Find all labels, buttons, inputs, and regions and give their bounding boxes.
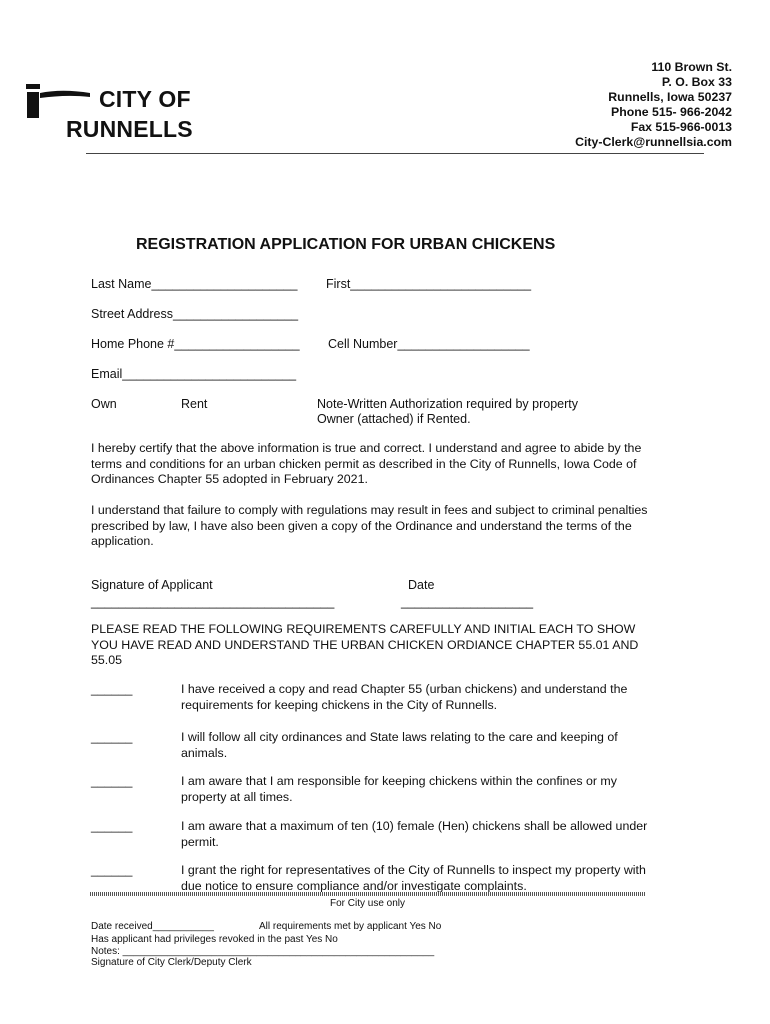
notes-field[interactable]: Notes: ________________________________________________________ bbox=[91, 946, 435, 957]
own-option[interactable]: Own bbox=[91, 397, 117, 411]
city-logo-icon bbox=[24, 84, 94, 120]
city-address-block bbox=[575, 60, 732, 150]
city-name-line1: CITY OF bbox=[99, 86, 191, 112]
header-divider bbox=[86, 153, 704, 154]
address-street: 110 Brown St. bbox=[651, 60, 732, 74]
address-city-state: Runnells, Iowa 50237 bbox=[608, 90, 732, 104]
certification-paragraph: I hereby certify that the above information is true and correct. I understand and agree to abide by the terms and conditions for an urban chicken permit as described in the City of Runnells, Iowa Code of Ordinances Chapter 55 adopted in February 2021. bbox=[91, 441, 642, 486]
city-use-only-label: For City use only bbox=[330, 898, 406, 909]
requirement-item: I have received a copy and read Chapter 55 (urban chickens) and understand the requirements for keeping chickens in the City of Runnells. bbox=[181, 682, 628, 712]
signature-of-applicant-label: Signature of Applicant bbox=[91, 578, 213, 592]
compliance-paragraph: I understand that failure to comply with regulations may result in fees and subject to criminal penalties prescribed by law, I have also been given a copy of the Ordinance and understand the terms of the application. bbox=[91, 503, 648, 548]
privileges-revoked-field[interactable]: Has applicant had privileges revoked in the past Yes No bbox=[91, 934, 338, 945]
date-received-field[interactable]: Date received___________ bbox=[91, 921, 214, 932]
form-title: REGISTRATION APPLICATION FOR URBAN CHICKENS bbox=[136, 236, 556, 253]
requirement-item: I grant the right for representatives of the City of Runnells to inspect my property with due notice to ensure compliance and/or investigate complaints. bbox=[181, 863, 646, 893]
home-phone-field[interactable]: Home Phone #__________________ bbox=[91, 337, 300, 351]
initial-blank[interactable]: ______ bbox=[91, 819, 133, 833]
city-name-line2: RUNNELLS bbox=[66, 116, 193, 142]
requirements-met-field[interactable]: All requirements met by applicant Yes No bbox=[259, 921, 442, 932]
requirement-item: I am aware that I am responsible for keeping chickens within the confines or my property at all times. bbox=[181, 774, 617, 804]
requirement-item: I am aware that a maximum of ten (10) female (Hen) chickens shall be allowed under permit. bbox=[181, 819, 648, 849]
initial-blank[interactable]: ______ bbox=[91, 863, 133, 877]
email-field[interactable]: Email_________________________ bbox=[91, 367, 297, 381]
clerk-signature-label: Signature of City Clerk/Deputy Clerk bbox=[91, 957, 252, 968]
signature-date-line[interactable]: ___________________ bbox=[401, 595, 534, 609]
address-po-box: P. O. Box 33 bbox=[661, 75, 732, 89]
last-name-field[interactable]: Last Name_____________________ bbox=[91, 277, 298, 291]
street-address-field[interactable]: Street Address__________________ bbox=[91, 307, 299, 321]
applicant-signature-line[interactable]: ___________________________________ bbox=[91, 595, 335, 609]
city-use-divider bbox=[90, 892, 645, 896]
initial-blank[interactable]: ______ bbox=[91, 730, 133, 744]
requirement-item: I will follow all city ordinances and State laws relating to the care and keeping of animals. bbox=[181, 730, 618, 760]
requirements-heading: PLEASE READ THE FOLLOWING REQUIREMENTS CAREFULLY AND INITIAL EACH TO SHOW YOU HAVE READ AND UNDERSTAND THE URBAN CHICKEN ORDIANCE CHAPTER 55.01 AND 55.05 bbox=[91, 622, 639, 667]
first-name-field[interactable]: First__________________________ bbox=[326, 277, 532, 291]
cell-number-field[interactable]: Cell Number___________________ bbox=[328, 337, 530, 351]
authorization-note-line2: Owner (attached) if Rented. bbox=[317, 412, 471, 426]
address-phone: Phone 515- 966-2042 bbox=[611, 105, 732, 119]
initial-blank[interactable]: ______ bbox=[91, 682, 133, 696]
initial-blank[interactable]: ______ bbox=[91, 774, 133, 788]
address-email: City-Clerk@runnellsia.com bbox=[575, 135, 732, 149]
address-fax: Fax 515-966-0013 bbox=[630, 120, 732, 134]
authorization-note-line1: Note-Written Authorization required by property bbox=[317, 397, 579, 411]
date-label: Date bbox=[408, 578, 435, 592]
rent-option[interactable]: Rent bbox=[181, 397, 208, 411]
